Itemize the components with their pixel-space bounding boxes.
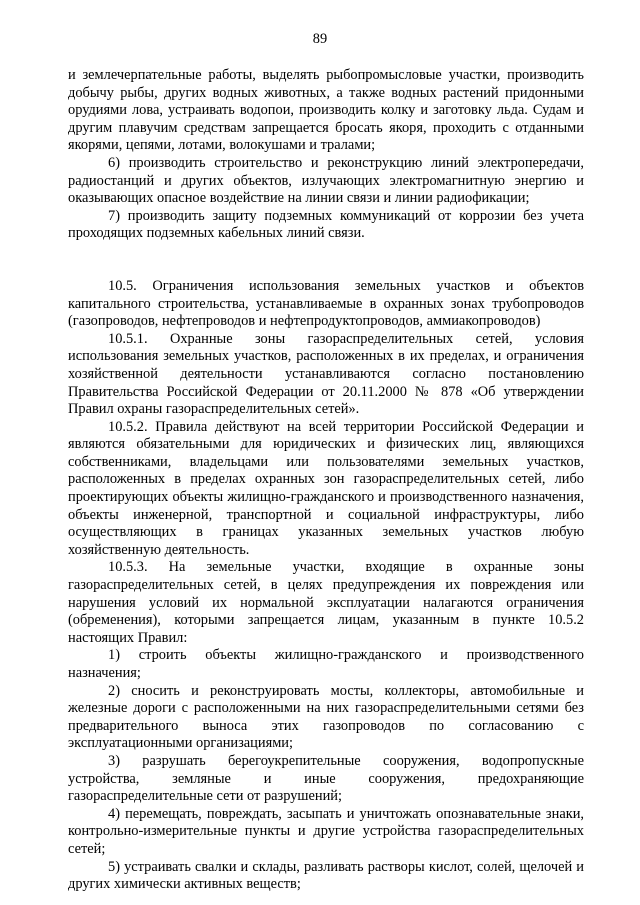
list-item-1: 1) строить объекты жилищно-гражданского и производственного назначения;	[68, 647, 584, 681]
paragraph-10-5-3: 10.5.3. На земельные участки, входящие в охранные зоны газораспределительных сетей, в целях предупреждения их повреждения или нарушения условий их нормальной эксплуатации налагаются ограничения (обременения), которыми запрещается лицам, указанным в пункте 10.5.2 настоящих Правил:	[68, 559, 584, 646]
list-item-4: 4) перемещать, повреждать, засыпать и уничтожать опознавательные знаки, контрольно-измерительные пункты и другие устройства газораспределительных сетей;	[68, 805, 584, 857]
paragraph-10-5-1: 10.5.1. Охранные зоны газораспределительных сетей, условия использования земельных участков, расположенных в их пределах, и ограничения хозяйственной деятельности устанавливаются согласно постановлению Правительства Российской Федерации от 20.11.2000 № 878 «Об утверждении Правил охраны газораспределительных сетей».	[68, 330, 584, 418]
list-item-3: 3) разрушать берегоукрепительные сооружения, водопропускные устройства, земляные и иные сооружения, предохраняющие газораспределительные сети от разрушений;	[68, 752, 584, 805]
list-item-2: 2) сносить и реконструировать мосты, коллекторы, автомобильные и железные дороги с расположенными на них газораспределительными сетями без предварительного выноса этих газопроводов по согласованию с эксплуатационными организациями;	[68, 682, 584, 752]
paragraph-item-6: 6) производить строительство и реконструкцию линий электропередачи, радиостанций и других объектов, излучающих электромагнитную энергию и оказывающих опасное воздействие на линии связи и линии радиофикации;	[68, 154, 584, 207]
section-gap	[68, 243, 584, 278]
paragraph-item-7: 7) производить защиту подземных коммуникаций от коррозии без учета проходящих подземных кабельных линий связи.	[68, 207, 584, 242]
paragraph-10-5-2: 10.5.2. Правила действуют на всей территории Российской Федерации и являются обязательными для юридических и физических лиц, являющихся собственниками, владельцами или пользователями земельных участков, расположенных в пределах охранных зон газораспределительных сетей, либо проектирующих объекты жилищно-гражданского и производственного назначения, объекты инженерной, транспортной и социальной инфраструктуры, либо осуществляющих в границах указанных земельных участков любую хозяйственную деятельность.	[68, 418, 584, 558]
document-body	[68, 67, 584, 894]
section-heading-10-5: 10.5. Ограничения использования земельных участков и объектов капитального строительства, устанавливаемые в охранных зонах трубопроводов (газопроводов, нефтепроводов и нефтепродуктопроводов, аммиакопроводов)	[68, 277, 584, 330]
list-item-5: 5) устраивать свалки и склады, разливать растворы кислот, солей, щелочей и других химически активных веществ;	[68, 858, 584, 893]
paragraph-fishing-restrictions: и землечерпательные работы, выделять рыбопромысловые участки, производить добычу рыбы, других водных животных, а также водных растений придонными орудиями лова, устраивать водопои, производить колку и заготовку льда. Судам и другим плавучим средствам запрещается бросать якоря, проходить с отданными якорями, цепями, лотами, волокушами и тралами;	[68, 67, 584, 154]
page-number: 89	[312, 31, 328, 47]
